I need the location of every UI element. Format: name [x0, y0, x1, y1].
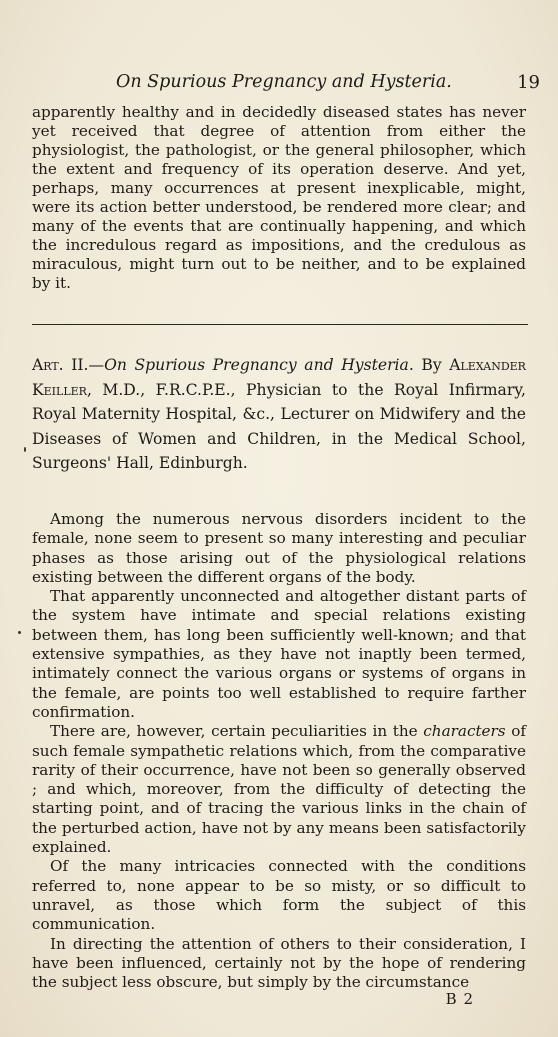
article-heading — [32, 353, 526, 476]
body-paragraph-3-part-b: of such female sympathetic relations which, from the comparative rarity of their occurrence, have not been so generally observed ; and which, moreover, from the difficulty of detecting the starting point, and of tracing the various links in the chain of the perturbed action, have not by any means been satisfactorily explained. — [32, 722, 526, 857]
article-by: By — [421, 356, 442, 374]
section-divider — [32, 324, 528, 325]
body-paragraph-2: That apparently unconnected and altogether distant parts of the system have intimate and special relations existing between them, has long been sufficiently well-known; and that extensive sympathies, as they have not inaptly been termed, intimately connect the various organs or systems of organs in the female, are points too well established to require farther confirmation. — [32, 587, 526, 721]
running-title: On Spurious Pregnancy and Hysteria. — [116, 72, 452, 92]
running-header — [30, 72, 540, 98]
article-title: On Spurious Pregnancy and Hysteria. — [104, 356, 414, 374]
intro-paragraph: apparently healthy and in decidedly diseased states has never yet received that degree of attention from either the physiologist, the pathologist, or the general philosopher, which the extent and frequency of its operation deserve. And yet, perhaps, many occurrences at present inexplicable, might, were its action better understood, be rendered more clear; and many of the events that are continually happening, and which the incredulous regard as impositions, and the credulous as miraculous, might turn out to be neither, and to be explained by it. — [32, 103, 526, 292]
article-credentials: , M.D., F.R.C.P.E., Physician to the Royal Infirmary, Royal Maternity Hospital, &c., Lecturer on Midwifery and the Diseases of Women and Children, in the Medical School, Surgeons' Hall, Edinburgh. — [32, 380, 526, 472]
article-author: Alexander Keiller — [32, 356, 526, 399]
article-body — [32, 510, 526, 992]
body-paragraph-4: Of the many intricacies connected with the conditions referred to, none appear to be so misty, or so difficult to unravel, as those which form the subject of this communication. — [32, 857, 526, 934]
ink-speck — [24, 447, 26, 452]
page-number: 19 — [517, 72, 540, 93]
body-paragraph-3 — [32, 722, 526, 857]
ink-speck — [18, 631, 21, 634]
signature-mark: B 2 — [445, 990, 474, 1008]
article-label: Art. II.— — [32, 356, 105, 374]
body-paragraph-1: Among the numerous nervous disorders incident to the female, none seem to present so many interesting and peculiar phases as those arising out of the physiological relations existing between the different organs of the body. — [32, 510, 526, 586]
emphasis-characters: characters — [423, 722, 506, 741]
body-paragraph-3-part-a: There are, however, certain peculiarities in the — [50, 722, 424, 741]
body-paragraph-5: In directing the attention of others to their consideration, I have been influenced, certainly not by the hope of rendering the subject less obscure, but simply by the circumstance — [32, 934, 526, 992]
